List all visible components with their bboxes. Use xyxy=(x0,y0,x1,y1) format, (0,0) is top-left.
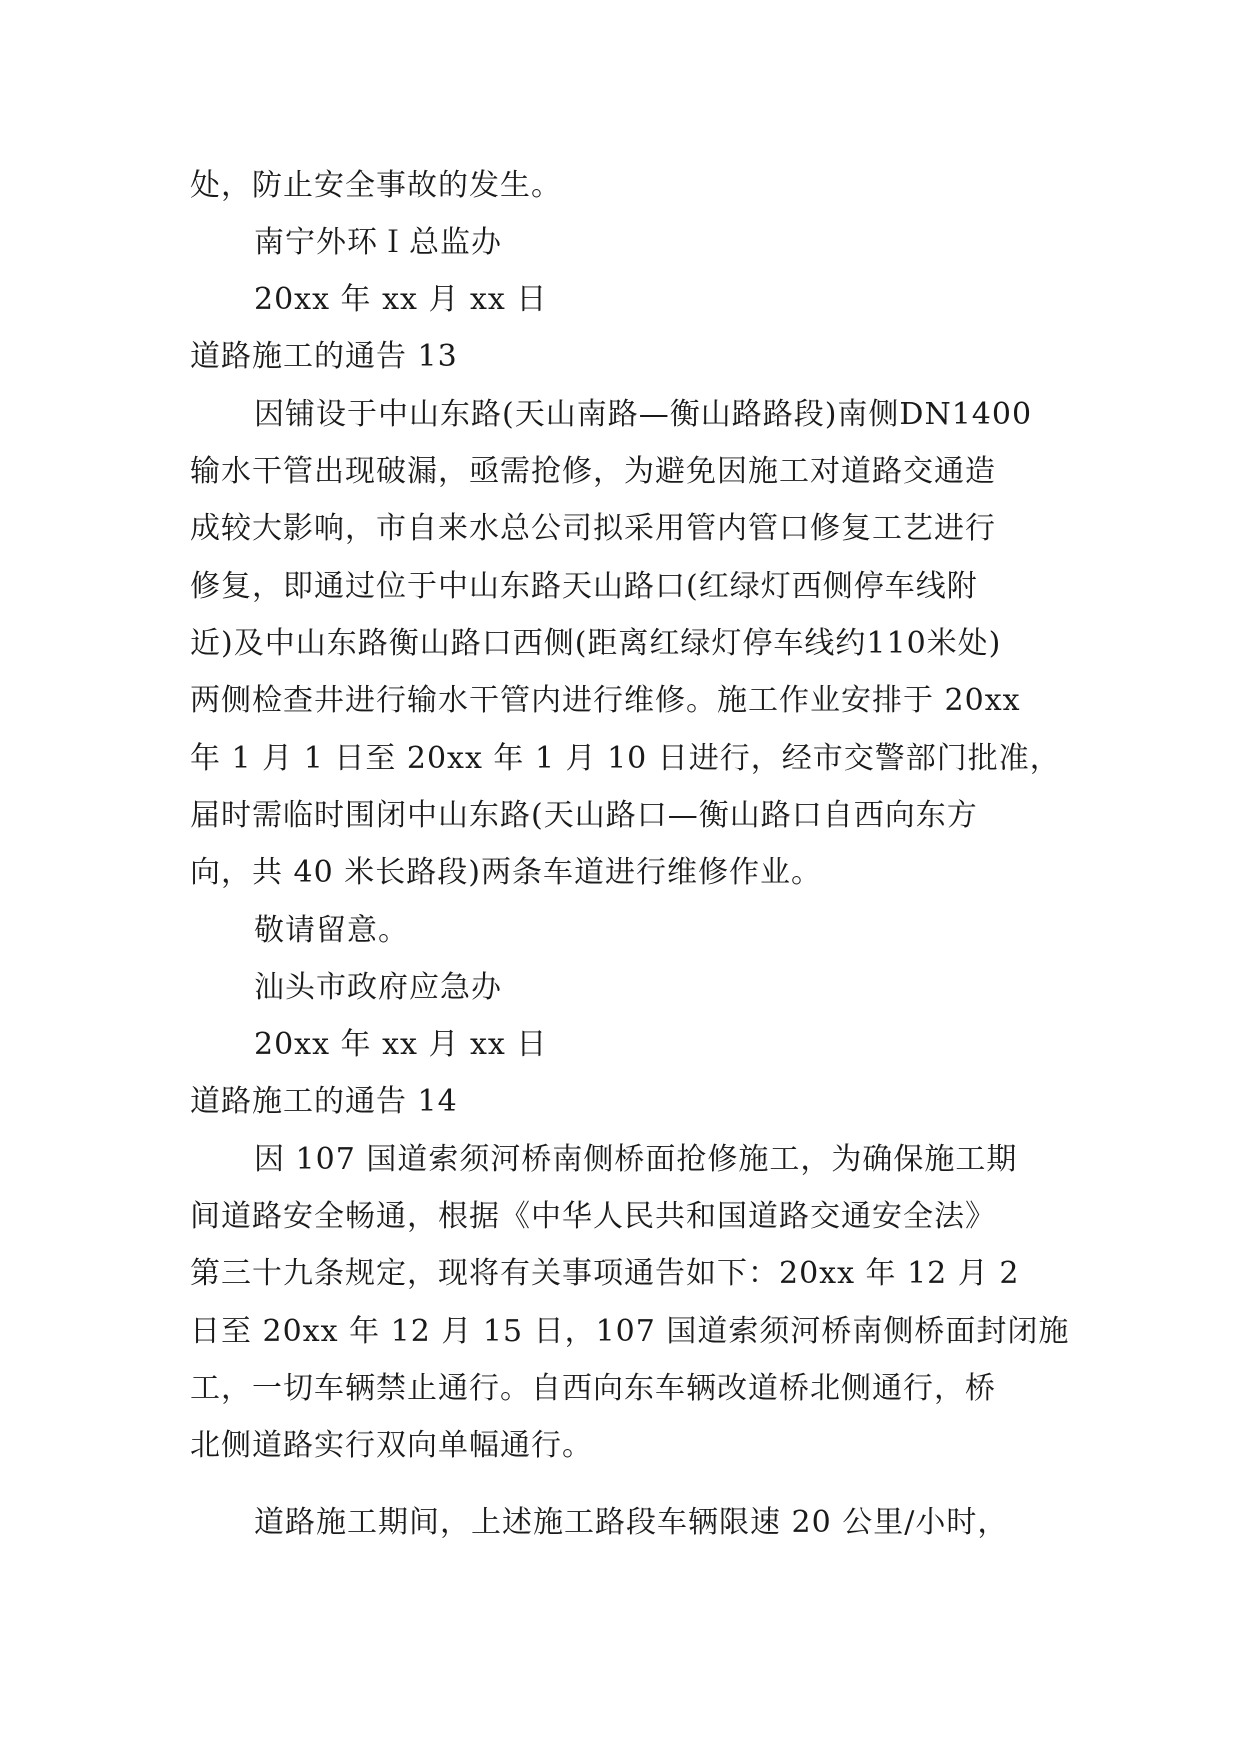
text-line: 因铺设于中山东路(天山南路—衡山路路段)南侧DN1400 xyxy=(254,397,1033,432)
text-line: 敬请留意。 xyxy=(254,913,409,948)
date-line: 20xx 年 xx 月 xx 日 xyxy=(254,282,548,317)
text-line: 输水干管出现破漏，亟需抢修，为避免因施工对道路交通造 xyxy=(190,454,996,489)
text-line: 间道路安全畅通，根据《中华人民共和国道路交通安全法》 xyxy=(190,1199,996,1234)
text-line: 近)及中山东路衡山路口西侧(距离红绿灯停车线约110米处) xyxy=(190,626,1002,661)
section-heading: 道路施工的通告 13 xyxy=(190,339,458,374)
section-heading: 道路施工的通告 14 xyxy=(190,1084,458,1119)
text-line: 道路施工期间，上述施工路段车辆限速 20 公里/小时， xyxy=(254,1505,1009,1540)
text-line: 日至 20xx 年 12 月 15 日，107 国道索须河桥南侧桥面封闭施 xyxy=(190,1314,1070,1349)
text-line: 年 1 月 1 日至 20xx 年 1 月 10 日进行，经市交警部门批准， xyxy=(190,741,1061,776)
text-line: 第三十九条规定，现将有关事项通告如下：20xx 年 12 月 2 xyxy=(190,1256,1020,1291)
text-line: 两侧检查井进行输水干管内进行维修。施工作业安排于 20xx xyxy=(190,683,1021,718)
signature-line: 汕头市政府应急办 xyxy=(254,970,502,1005)
text-line: 工，一切车辆禁止通行。自西向东车辆改道桥北侧通行，桥 xyxy=(190,1371,996,1406)
text-line: 届时需临时围闭中山东路(天山路口—衡山路口自西向东方 xyxy=(190,798,978,833)
signature-line: 南宁外环Ｉ总监办 xyxy=(254,225,502,260)
text-line: 北侧道路实行双向单幅通行。 xyxy=(190,1428,593,1463)
text-line: 修复，即通过位于中山东路天山路口(红绿灯西侧停车线附 xyxy=(190,569,978,604)
text-line: 因 107 国道索须河桥南侧桥面抢修施工，为确保施工期 xyxy=(254,1142,1018,1177)
date-line: 20xx 年 xx 月 xx 日 xyxy=(254,1027,548,1062)
text-line: 处，防止安全事故的发生。 xyxy=(190,168,562,203)
text-line: 向，共 40 米长路段)两条车道进行维修作业。 xyxy=(190,855,822,890)
text-line: 成较大影响，市自来水总公司拟采用管内管口修复工艺进行 xyxy=(190,511,996,546)
